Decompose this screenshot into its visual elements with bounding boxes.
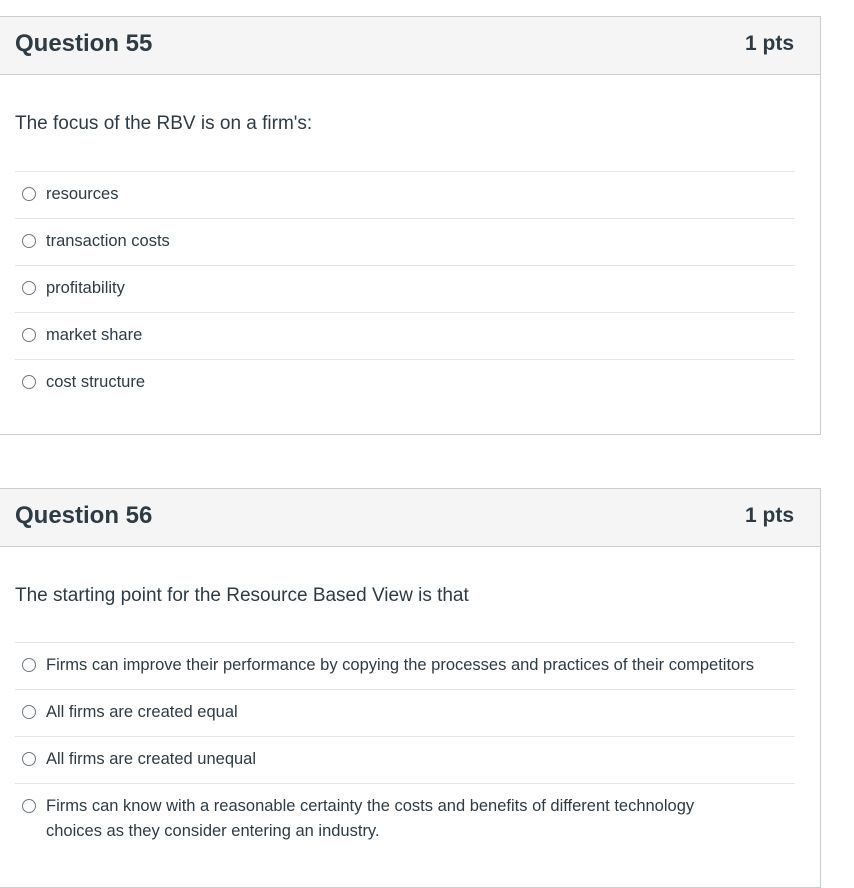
answer-option[interactable] — [15, 642, 795, 689]
answer-label[interactable]: market share — [46, 326, 143, 344]
radio-button[interactable] — [22, 658, 36, 672]
question-56 — [0, 488, 821, 888]
question-points: 1 pts — [744, 504, 794, 527]
answer-option[interactable] — [15, 218, 795, 265]
answer-label[interactable]: transaction costs — [46, 232, 170, 250]
radio-button[interactable] — [22, 705, 36, 719]
radio-button[interactable] — [22, 752, 36, 766]
answer-list — [15, 171, 795, 406]
answer-option[interactable] — [15, 359, 795, 406]
question-prompt: The focus of the RBV is on a firm's: — [15, 113, 313, 134]
question-title: Question 56 — [15, 502, 153, 529]
answer-label[interactable]: Firms can know with a reasonable certainty the costs and benefits of different technology choices as they consider entering an industry. — [46, 797, 695, 840]
question-title: Question 55 — [15, 30, 153, 57]
question-header — [0, 489, 820, 547]
answer-option[interactable] — [15, 783, 795, 853]
answer-option[interactable] — [15, 736, 795, 783]
answer-list — [15, 642, 795, 853]
answer-option[interactable] — [15, 265, 795, 312]
answer-label[interactable]: resources — [46, 185, 119, 203]
question-55 — [0, 16, 821, 435]
radio-button[interactable] — [22, 281, 36, 295]
radio-button[interactable] — [22, 799, 36, 813]
answer-label[interactable]: profitability — [46, 279, 125, 297]
question-prompt: The starting point for the Resource Based View is that — [15, 585, 469, 606]
answer-label[interactable]: cost structure — [46, 373, 146, 391]
answer-label[interactable]: All firms are created equal — [46, 703, 238, 721]
radio-button[interactable] — [22, 187, 36, 201]
answer-label[interactable]: Firms can improve their performance by copying the processes and practices of their competitors — [46, 656, 754, 674]
answer-option[interactable] — [15, 689, 795, 736]
radio-button[interactable] — [22, 234, 36, 248]
radio-button[interactable] — [22, 328, 36, 342]
question-points: 1 pts — [744, 32, 794, 55]
answer-option[interactable] — [15, 171, 795, 218]
question-header — [0, 17, 820, 75]
radio-button[interactable] — [22, 375, 36, 389]
answer-label[interactable]: All firms are created unequal — [46, 750, 257, 768]
answer-option[interactable] — [15, 312, 795, 359]
